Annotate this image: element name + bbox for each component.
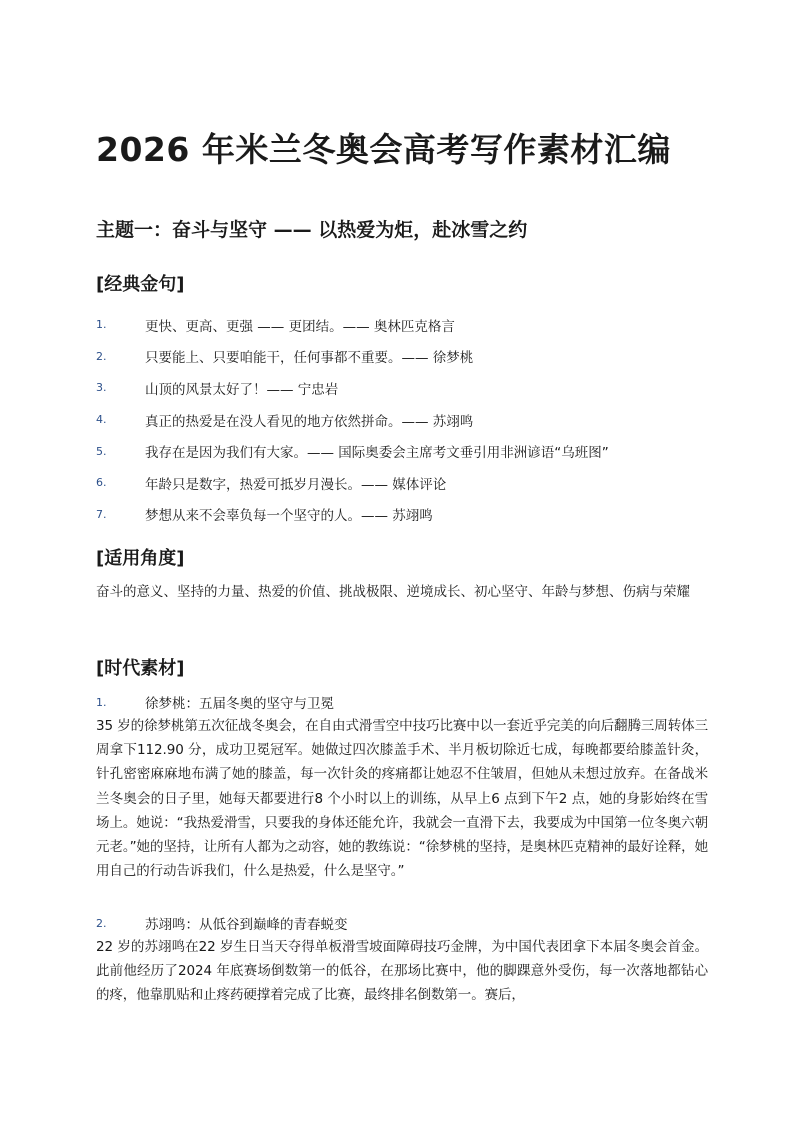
quote-item xyxy=(96,499,706,531)
quote-text: 年龄只是数字，热爱可抵岁月漫长。—— 媒体评论 xyxy=(145,476,447,493)
quote-text: 只要能上、只要咱能干，任何事都不重要。—— 徐梦桃 xyxy=(145,350,474,367)
quote-text: 梦想从来不会辜负每一个坚守的人。—— 苏翊鸣 xyxy=(145,508,433,525)
material-title: 苏翊鸣：从低谷到巅峰的青春蜕变 xyxy=(145,917,348,933)
quote-number: 7. xyxy=(96,507,107,521)
quotes-heading: [经典金句] xyxy=(96,274,185,295)
quote-number: 5. xyxy=(96,444,107,458)
angles-text: 奋斗的意义、坚持的力量、热爱的价值、挑战极限、逆境成长、初心坚守、年龄与梦想、伤病与荣耀 xyxy=(96,584,690,600)
quote-number: 3. xyxy=(96,381,107,395)
quote-item xyxy=(96,404,706,436)
material-head xyxy=(96,911,708,935)
quote-item xyxy=(96,372,706,404)
material-item xyxy=(96,911,708,1008)
quote-number: 6. xyxy=(96,476,107,490)
document-title: 2026 年米兰冬奥会高考写作素材汇编 xyxy=(96,130,671,169)
angles-heading: [适用角度] xyxy=(96,548,185,569)
quote-number: 1. xyxy=(96,318,107,332)
materials-heading: [时代素材] xyxy=(96,658,185,679)
material-body: 35 岁的徐梦桃第五次征战冬奥会，在自由式滑雪空中技巧比赛中以一套近乎完美的向后翻腾三周转体三周拿下112.90 分，成功卫冕冠军。她做过四次膝盖手术、半月板切除近七成，每晚都要给膝盖针灸，针孔密密麻麻地布满了她的膝盖，每一次针灸的疼痛都让她忍不住皱眉，但她从未想过放弃。在备战米兰冬奥会的日子里，她每天都要进行8 个小时以上的训练，从早上6 点到下午2 点，她的身影始终在雪场上。她说：“我热爱滑雪，只要我的身体还能允许，我就会一直滑下去，我要成为中国第一位冬奥六朝元老。”她的坚持，让所有人都为之动容，她的教练说：“徐梦桃的坚持，是奥林匹克精神的最好诠释，她用自己的行动告诉我们，什么是热爱，什么是坚守。” xyxy=(96,718,708,880)
material-number: 1. xyxy=(96,695,107,709)
quote-item xyxy=(96,341,706,373)
material-item xyxy=(96,690,708,883)
quote-text: 真正的热爱是在没人看见的地方依然拼命。—— 苏翊鸣 xyxy=(145,413,474,430)
quote-text: 山顶的风景太好了！—— 宁忠岩 xyxy=(145,381,339,398)
theme-title: 主题一：奋斗与坚守 —— 以热爱为炬，赴冰雪之约 xyxy=(96,219,528,241)
material-head xyxy=(96,690,708,714)
quote-item xyxy=(96,467,706,499)
material-title: 徐梦桃：五届冬奥的坚守与卫冕 xyxy=(145,696,334,712)
quote-item xyxy=(96,435,706,467)
material-number: 2. xyxy=(96,916,107,930)
material-body: 22 岁的苏翊鸣在22 岁生日当天夺得单板滑雪坡面障碍技巧金牌，为中国代表团拿下本届冬奥会首金。此前他经历了2024 年底赛场倒数第一的低谷，在那场比赛中，他的脚踝意外受伤，每一次落地都钻心的疼，他靠肌贴和止疼药硬撑着完成了比赛，最终排名倒数第一。赛后， xyxy=(96,939,708,1004)
quote-text: 我存在是因为我们有大家。—— 国际奥委会主席考文垂引用非洲谚语“乌班图” xyxy=(145,445,609,462)
quote-item xyxy=(96,309,706,341)
quote-number: 2. xyxy=(96,349,107,363)
quote-text: 更快、更高、更强 —— 更团结。—— 奥林匹克格言 xyxy=(145,318,455,335)
quote-number: 4. xyxy=(96,413,107,427)
quotes-list xyxy=(96,309,706,530)
